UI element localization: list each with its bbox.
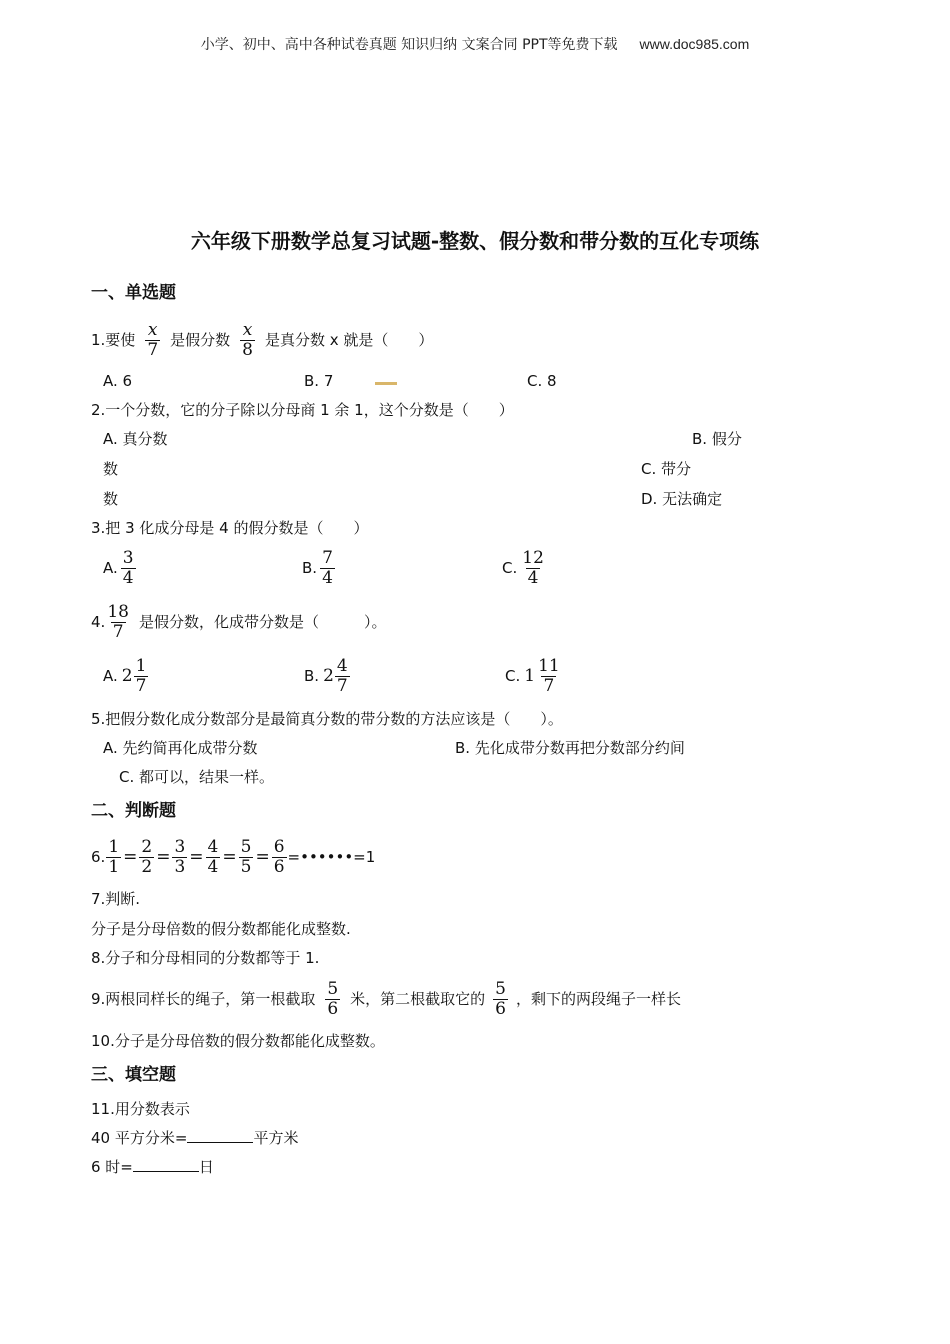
q3-a-num: 3	[122, 547, 134, 568]
highlight-mark	[375, 382, 397, 385]
q11-l2-suffix: 日	[198, 1158, 214, 1176]
question-6	[91, 834, 375, 880]
q4-a-whole: 2	[121, 666, 133, 686]
question-11-line-1	[91, 1128, 298, 1148]
q2-option-b[interactable]: B. 假分	[692, 430, 742, 448]
q3-b-label: B.	[302, 559, 318, 577]
q9-fraction-1	[325, 980, 340, 1019]
q4-c-fraction	[536, 657, 562, 696]
q4-c-label: C.	[505, 667, 521, 685]
section-heading-true-false: 二、判断题	[91, 801, 176, 821]
q3-c-label: C.	[502, 559, 518, 577]
q6-f-den: 4	[207, 856, 219, 877]
q3-option-c[interactable]	[502, 546, 549, 590]
q3-b-fraction	[320, 549, 335, 588]
q3-option-b[interactable]	[302, 546, 338, 590]
q4-f-num: 18	[107, 601, 129, 622]
q6-fraction	[272, 838, 287, 877]
q6-fraction	[172, 838, 187, 877]
q4-fraction	[105, 603, 131, 642]
q3-a-den: 4	[122, 567, 134, 588]
question-7: 7.判断.	[91, 890, 141, 908]
question-11-line-2	[91, 1157, 214, 1177]
question-5: 5.把假分数化成分数部分是最简真分数的带分数的方法应该是（ ）。	[91, 710, 563, 728]
q11-l1-prefix: 40 平方分米=	[91, 1129, 188, 1147]
q1-f2-num: x	[242, 319, 253, 340]
section-heading-single-choice: 一、单选题	[91, 283, 176, 303]
q1-mid: 是假分数	[170, 331, 231, 349]
q1-f1-den: 7	[147, 339, 159, 360]
q9-f1-num: 5	[327, 978, 339, 999]
q1-f2-den: 8	[242, 339, 253, 360]
q4-prefix: 4.	[91, 613, 106, 631]
q6-f-den: 5	[240, 856, 252, 877]
q1-fraction-x-over-8	[240, 321, 255, 360]
q4-option-a[interactable]	[103, 654, 151, 698]
q6-f-num: 2	[141, 836, 153, 857]
q9-f2-den: 6	[495, 998, 506, 1019]
q1-prefix: 1.要使	[91, 331, 136, 349]
q6-f-den: 3	[174, 856, 186, 877]
q4-c-num: 11	[538, 655, 560, 676]
question-7-statement: 分子是分母倍数的假分数都能化成整数.	[91, 920, 351, 938]
q1-suffix: 是真分数 x 就是（ ）	[264, 331, 434, 349]
q1-option-b[interactable]: B. 7	[304, 372, 334, 390]
q2-option-c-wrap: 数	[103, 490, 119, 508]
question-1	[91, 318, 433, 362]
q4-c-den: 7	[543, 675, 555, 696]
question-9	[91, 976, 681, 1022]
q3-b-num: 7	[322, 547, 333, 568]
q6-f-den: 1	[108, 856, 120, 877]
q6-f-den: 6	[273, 856, 285, 877]
q6-tail: =••••••=1	[287, 848, 376, 866]
q1-option-c[interactable]: C. 8	[527, 372, 557, 390]
q3-c-num: 12	[522, 547, 544, 568]
q2-option-b-wrap: 数	[103, 460, 119, 478]
q5-option-c[interactable]: C. 都可以，结果一样。	[119, 768, 275, 786]
q6-fraction	[139, 838, 154, 877]
q6-equals: =	[123, 847, 138, 867]
q4-a-label: A.	[103, 667, 118, 685]
q6-f-den: 2	[141, 856, 153, 877]
q3-c-fraction	[520, 549, 546, 588]
answer-blank[interactable]	[187, 1128, 253, 1143]
q4-a-den: 7	[135, 675, 147, 696]
q9-suffix: ，剩下的两段绳子一样长	[516, 990, 682, 1008]
question-10: 10.分子是分母倍数的假分数都能化成整数。	[91, 1032, 385, 1050]
q6-fraction	[239, 838, 254, 877]
q6-equals: =	[189, 847, 204, 867]
q1-fraction-x-over-7	[145, 321, 160, 360]
q4-option-b[interactable]	[304, 654, 353, 698]
header-text: 小学、初中、高中各种试卷真题 知识归纳 文案合同 PPT等免费下载	[200, 37, 618, 53]
question-11: 11.用分数表示	[91, 1100, 190, 1118]
question-2: 2.一个分数，它的分子除以分母商 1 余 1，这个分数是（ ）	[91, 401, 514, 419]
q11-l1-suffix: 平方米	[253, 1129, 299, 1147]
q2-option-c[interactable]: C. 带分	[641, 460, 692, 478]
q4-b-fraction	[335, 657, 350, 696]
q3-a-fraction	[121, 549, 136, 588]
q3-a-label: A.	[103, 559, 118, 577]
q5-option-a[interactable]: A. 先约简再化成带分数	[103, 739, 258, 757]
question-8: 8.分子和分母相同的分数都等于 1.	[91, 949, 320, 967]
q2-option-a[interactable]: A. 真分数	[103, 430, 168, 448]
q4-a-fraction	[134, 657, 149, 696]
q6-equals: =	[222, 847, 237, 867]
q5-option-b[interactable]: B. 先化成带分数再把分数部分约间	[455, 739, 685, 757]
header-url[interactable]: www.doc985.com	[639, 36, 750, 52]
question-3: 3.把 3 化成分母是 4 的假分数是（ ）	[91, 519, 369, 537]
section-heading-fill-blank: 三、填空题	[91, 1065, 176, 1085]
q6-f-num: 4	[207, 836, 219, 857]
q4-b-whole: 2	[323, 666, 334, 686]
q6-f-num: 1	[108, 836, 120, 857]
q4-b-label: B.	[304, 667, 320, 685]
q4-suffix: 是假分数，化成带分数是（ ）。	[138, 613, 387, 631]
q9-mid: 米，第二根截取它的	[350, 990, 486, 1008]
q6-fraction	[106, 838, 121, 877]
q6-equals: =	[255, 847, 270, 867]
q4-f-den: 7	[112, 621, 124, 642]
q6-f-num: 6	[273, 836, 285, 857]
q4-c-whole: 1	[524, 666, 536, 686]
q6-prefix: 6.	[91, 848, 106, 866]
q3-b-den: 4	[322, 567, 333, 588]
q4-b-num: 4	[336, 655, 348, 676]
q6-equals: =	[156, 847, 171, 867]
q9-f1-den: 6	[327, 998, 339, 1019]
q2-option-d[interactable]: D. 无法确定	[641, 490, 723, 508]
answer-blank[interactable]	[133, 1157, 199, 1172]
q9-prefix: 9.两根同样长的绳子，第一根截取	[91, 990, 316, 1008]
q9-f2-num: 5	[495, 978, 506, 999]
q6-f-num: 5	[240, 836, 252, 857]
q6-f-num: 3	[174, 836, 186, 857]
q1-f1-num: x	[147, 319, 158, 340]
q3-c-den: 4	[527, 567, 539, 588]
q3-option-a[interactable]	[103, 546, 139, 590]
q4-b-den: 7	[336, 675, 348, 696]
q6-fraction	[206, 838, 221, 877]
page-title: 六年级下册数学总复习试题-整数、假分数和带分数的互化专项练	[190, 229, 760, 253]
q4-option-c[interactable]	[505, 654, 565, 698]
page-header	[0, 34, 950, 54]
q11-l2-prefix: 6 时=	[91, 1158, 133, 1176]
question-4	[91, 600, 386, 644]
q4-a-num: 1	[135, 655, 147, 676]
q9-fraction-2	[493, 980, 508, 1019]
q1-option-a[interactable]: A. 6	[103, 372, 133, 390]
